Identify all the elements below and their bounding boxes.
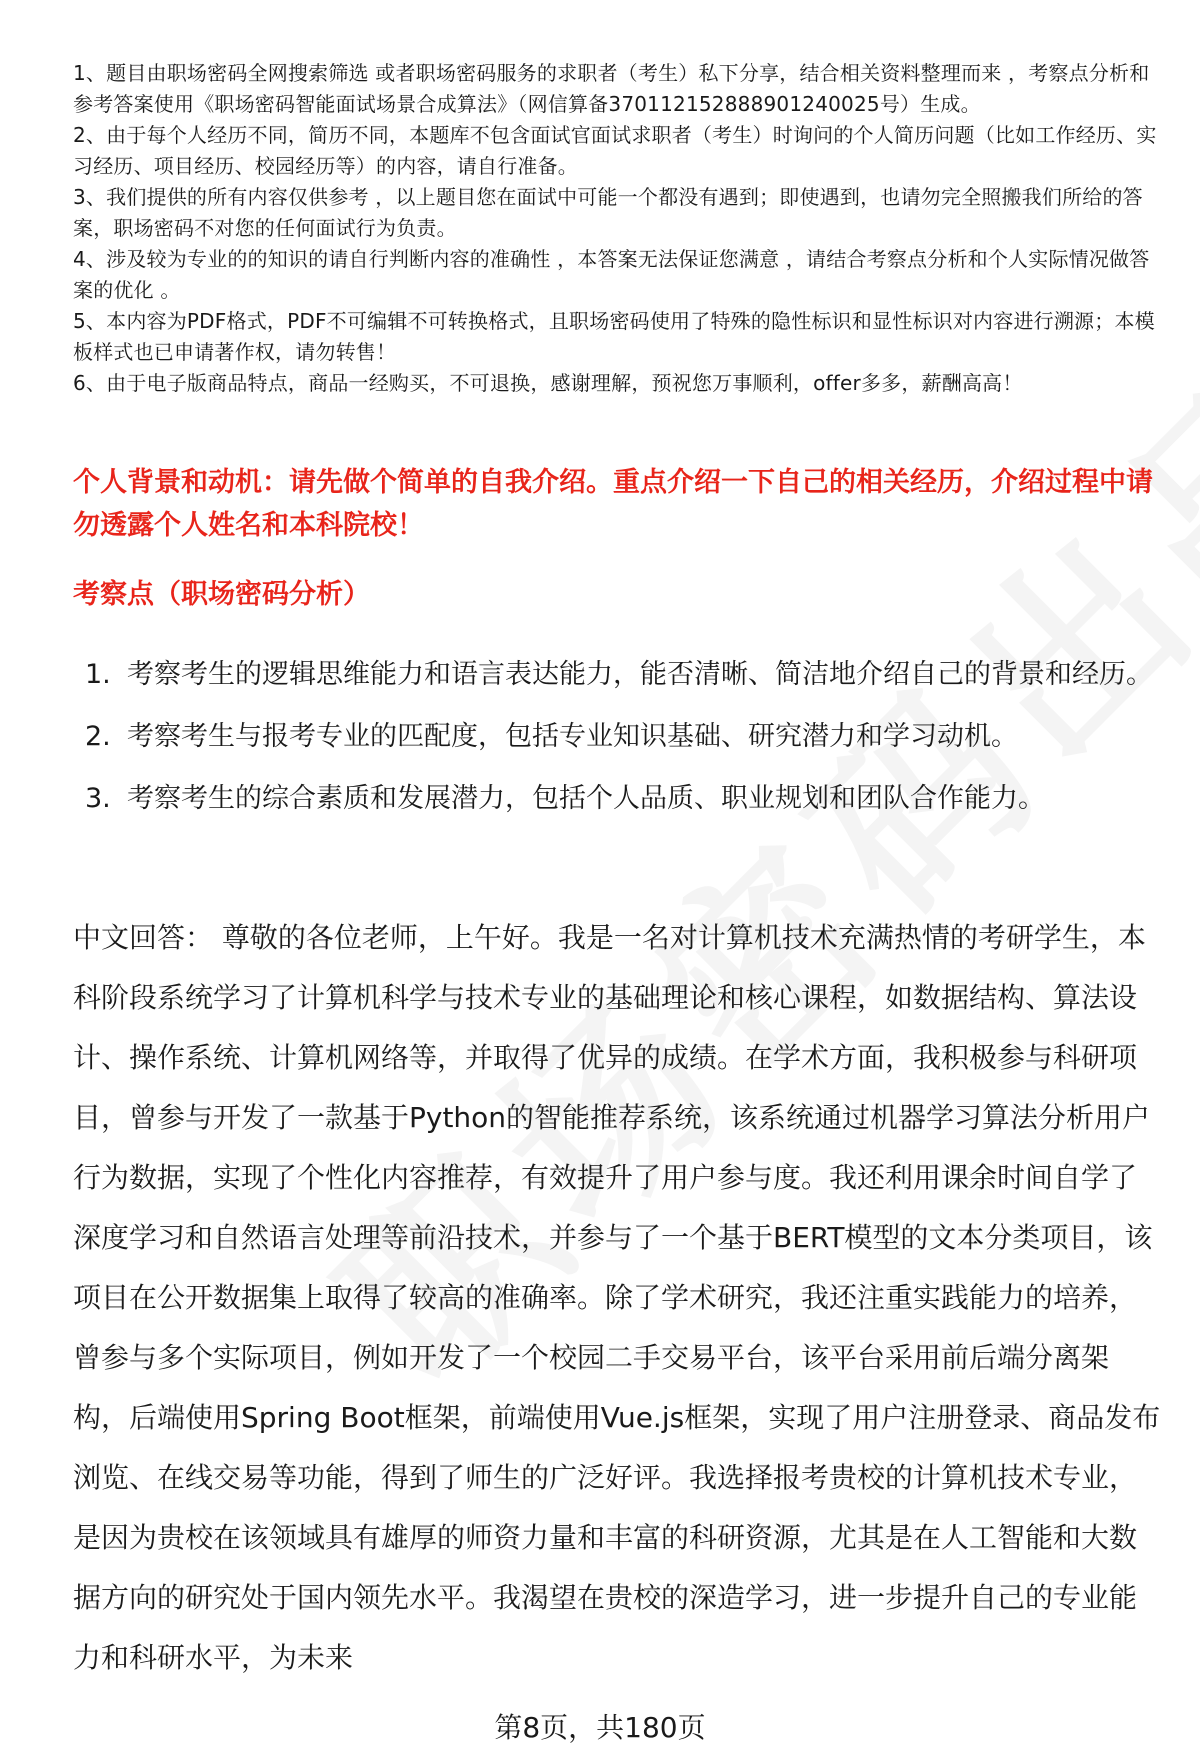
analysis-points [85,645,1165,831]
analysis-point [85,645,1165,705]
page-number: 第8页，共180页 [494,1711,706,1744]
notice-item: 3、我们提供的所有内容仅供参考 ，以上题目您在面试中可能一个都没有遇到；即使遇到，也请勿完全照搬我们所给的答案，职场密码不对您的任何面试行为负责。 [73,185,1143,240]
notice-item: 1、题目由职场密码全网搜索筛选 或者职场密码服务的求职者（考生）私下分享，结合相关资料整理而来 ，考察点分析和参考答案使用《职场密码智能面试场景合成算法》（网信算备370112152888901240025号）生成。 [73,61,1150,116]
notice-item: 2、由于每个人经历不同，简历不同，本题库不包含面试官面试求职者（考生）时询问的个人简历问题（比如工作经历、实习经历、项目经历、校园经历等）的内容，请自行准备。 [73,123,1157,178]
notice-item: 5、本内容为PDF格式，PDF不可编辑不可转换格式，且职场密码使用了特殊的隐性标识和显性标识对内容进行溯源；本模板样式也已申请著作权，请勿转售！ [73,309,1155,364]
point-text: 考察考生的逻辑思维能力和语言表达能力，能否清晰、简洁地介绍自己的背景和经历。 [127,659,1153,690]
point-number: 1. [85,659,111,690]
point-text: 考察考生与报考专业的匹配度，包括专业知识基础、研究潜力和学习动机。 [127,721,1018,752]
point-text: 考察考生的综合素质和发展潜力，包括个人品质、职业规划和团队合作能力。 [127,783,1045,814]
analysis-heading: 考察点（职场密码分析） [73,579,370,610]
analysis-point [85,707,1165,767]
notice-item: 6、由于电子版商品特点，商品一经购买，不可退换，感谢理解，预祝您万事顺利，offer多多，薪酬高高！ [73,371,1023,395]
answer-text: 中文回答： 尊敬的各位老师，上午好。我是一名对计算机技术充满热情的考研学生，本科阶段系统学习了计算机科学与技术专业的基础理论和核心课程，如数据结构、算法设计、操作系统、计算机网络等，并取得了优异的成绩。在学术方面，我积极参与科研项目，曾参与开发了一款基于Python的智能推荐系统，该系统通过机器学习算法分析用户行为数据，实现了个性化内容推荐，有效提升了用户参与度。我还利用课余时间自学了深度学习和自然语言处理等前沿技术，并参与了一个基于BERT模型的文本分类项目，该项目在公开数据集上取得了较高的准确率。除了学术研究，我还注重实践能力的培养，曾参与多个实际项目，例如开发了一个校园二手交易平台，该平台采用前后端分离架构，后端使用Spring Boot框架，前端使用Vue.js框架，实现了用户注册登录、商品发布浏览、在线交易等功能，得到了师生的广泛好评。我选择报考贵校的计算机技术专业，是因为贵校在该领域具有雄厚的师资力量和丰富的科研资源，尤其是在人工智能和大数据方向的研究处于国内领先水平。我渴望在贵校的深造学习，进一步提升自己的专业能力和科研水平，为未来 [73,921,1161,1674]
analysis-point [85,769,1165,829]
notice-list [73,58,1163,399]
notice-item: 4、涉及较为专业的的知识的请自行判断内容的准确性 ，本答案无法保证您满意 ，请结合考察点分析和个人实际情况做答案的优化 。 [73,247,1150,302]
question-title: 个人背景和动机：请先做个简单的自我介绍。重点介绍一下自己的相关经历，介绍过程中请勿透露个人姓名和本科院校！ [73,467,1153,541]
point-number: 3. [85,783,111,814]
point-number: 2. [85,721,111,752]
